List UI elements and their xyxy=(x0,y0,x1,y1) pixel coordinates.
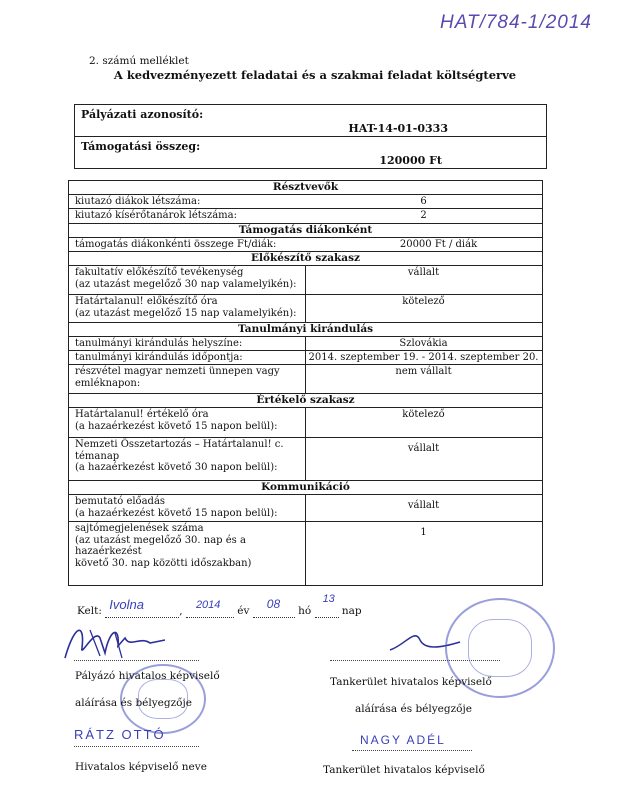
row-value: vállalt xyxy=(407,443,440,454)
support-amount-row xyxy=(75,137,546,169)
date-year-label: év xyxy=(237,605,250,617)
date-month-handwritten: 08 xyxy=(266,597,281,611)
row-label: fakultatív előkészítő tevékenység (az utazást megelőző 30 nap valamelyikén): xyxy=(75,267,297,290)
application-summary-box xyxy=(74,104,547,169)
section-header-preparation: Előkészítő szakasz xyxy=(69,252,542,266)
date-day-label: nap xyxy=(341,605,362,617)
row-label: Határtalanul! előkészítő óra (az utazást megelőző 15 nap valamelyikén): xyxy=(75,296,297,319)
applicant-sign-label: aláírása és bélyegzője xyxy=(75,697,192,709)
row-label: sajtómegjelenések száma (az utazást megelőző 30. nap és a hazaérkezést követő 30. nap közötti időszakban) xyxy=(75,523,252,569)
district-sign-label: aláírása és bélyegzője xyxy=(355,703,472,715)
application-id-row xyxy=(75,105,546,137)
district-name-handwritten: NAGY ADÉL xyxy=(360,733,446,747)
row-label: kiutazó kísérőtanárok létszáma: xyxy=(75,210,237,221)
table-row xyxy=(69,337,542,351)
section-header-participants: Résztvevők xyxy=(69,181,542,195)
date-month-label: hó xyxy=(298,605,312,617)
applicant-signature xyxy=(60,618,170,663)
row-value: 6 xyxy=(420,196,427,207)
row-label: Nemzeti Összetartozás – Határtalanul! c. témanap (a hazaérkezést követő 30 napon belül): xyxy=(75,439,284,473)
district-rep-label: Tankerület hivatalos képviselő xyxy=(330,676,492,688)
official-name-label: Hivatalos képviselő neve xyxy=(75,761,207,773)
row-label: bemutató előadás (a hazaérkezést követő 15 napon belül): xyxy=(75,496,278,519)
section-header-evaluation: Értékelő szakasz xyxy=(69,394,542,408)
row-label: Határtalanul! értékelő óra (a hazaérkezést követő 15 napon belül): xyxy=(75,409,278,432)
table-row xyxy=(69,266,542,295)
table-row xyxy=(69,238,542,252)
date-day-handwritten: 13 xyxy=(322,593,335,605)
section-header-study-trip: Tanulmányi kirándulás xyxy=(69,323,542,337)
date-comma: , xyxy=(179,605,183,617)
row-value: vállalt xyxy=(407,267,440,278)
row-value: nem vállalt xyxy=(395,366,452,377)
table-row xyxy=(69,195,542,209)
table-row xyxy=(69,209,542,224)
row-value: 2014. szeptember 19. - 2014. szeptember 20. xyxy=(308,352,539,363)
row-label: tanulmányi kirándulás időpontja: xyxy=(75,352,243,363)
row-label: részvétel magyar nemzeti ünnepen vagy emléknapon: xyxy=(75,366,280,389)
row-value: kötelező xyxy=(402,296,445,307)
date-line xyxy=(77,593,362,618)
district-rep-label-2: Tankerület hivatalos képviselő xyxy=(323,764,485,776)
row-value: 20000 Ft / diák xyxy=(399,239,478,250)
applicant-name-handwritten: RÁTZ OTTÓ xyxy=(74,727,166,742)
applicant-rep-label: Pályázó hivatalos képviselő xyxy=(75,670,220,682)
table-row xyxy=(69,408,542,438)
row-value: 1 xyxy=(420,527,427,538)
support-amount-value: 120000 Ft xyxy=(379,154,442,167)
table-row xyxy=(69,522,542,585)
row-label: kiutazó diákok létszáma: xyxy=(75,196,201,207)
section-header-communication: Kommunikáció xyxy=(69,481,542,495)
application-id-value: HAT-14-01-0333 xyxy=(348,122,448,135)
row-value: kötelező xyxy=(402,409,445,420)
row-value: 2 xyxy=(420,210,427,221)
table-row xyxy=(69,295,542,323)
row-label: támogatás diákonkénti összege Ft/diák: xyxy=(75,239,277,250)
task-table xyxy=(68,180,543,586)
support-amount-label: Támogatási összeg: xyxy=(81,140,201,153)
annex-label: 2. számú melléklet xyxy=(89,55,189,67)
document-title: A kedvezményezett feladatai és a szakmai feladat költségterve xyxy=(113,68,517,82)
application-id-label: Pályázati azonosító: xyxy=(81,108,204,121)
date-place-handwritten: Ivolna xyxy=(109,597,144,612)
section-header-support: Támogatás diákonként xyxy=(69,224,542,238)
date-year-handwritten: 2014 xyxy=(195,599,221,611)
handwritten-reference-number: HAT/784-1/2014 xyxy=(439,12,592,33)
table-row xyxy=(69,351,542,365)
table-row xyxy=(69,495,542,522)
row-value: Szlovákia xyxy=(399,338,448,349)
table-row xyxy=(69,365,542,394)
row-label: tanulmányi kirándulás helyszíne: xyxy=(75,338,243,349)
date-prefix: Kelt: xyxy=(77,605,102,617)
table-row xyxy=(69,438,542,481)
row-value: vállalt xyxy=(407,500,440,511)
